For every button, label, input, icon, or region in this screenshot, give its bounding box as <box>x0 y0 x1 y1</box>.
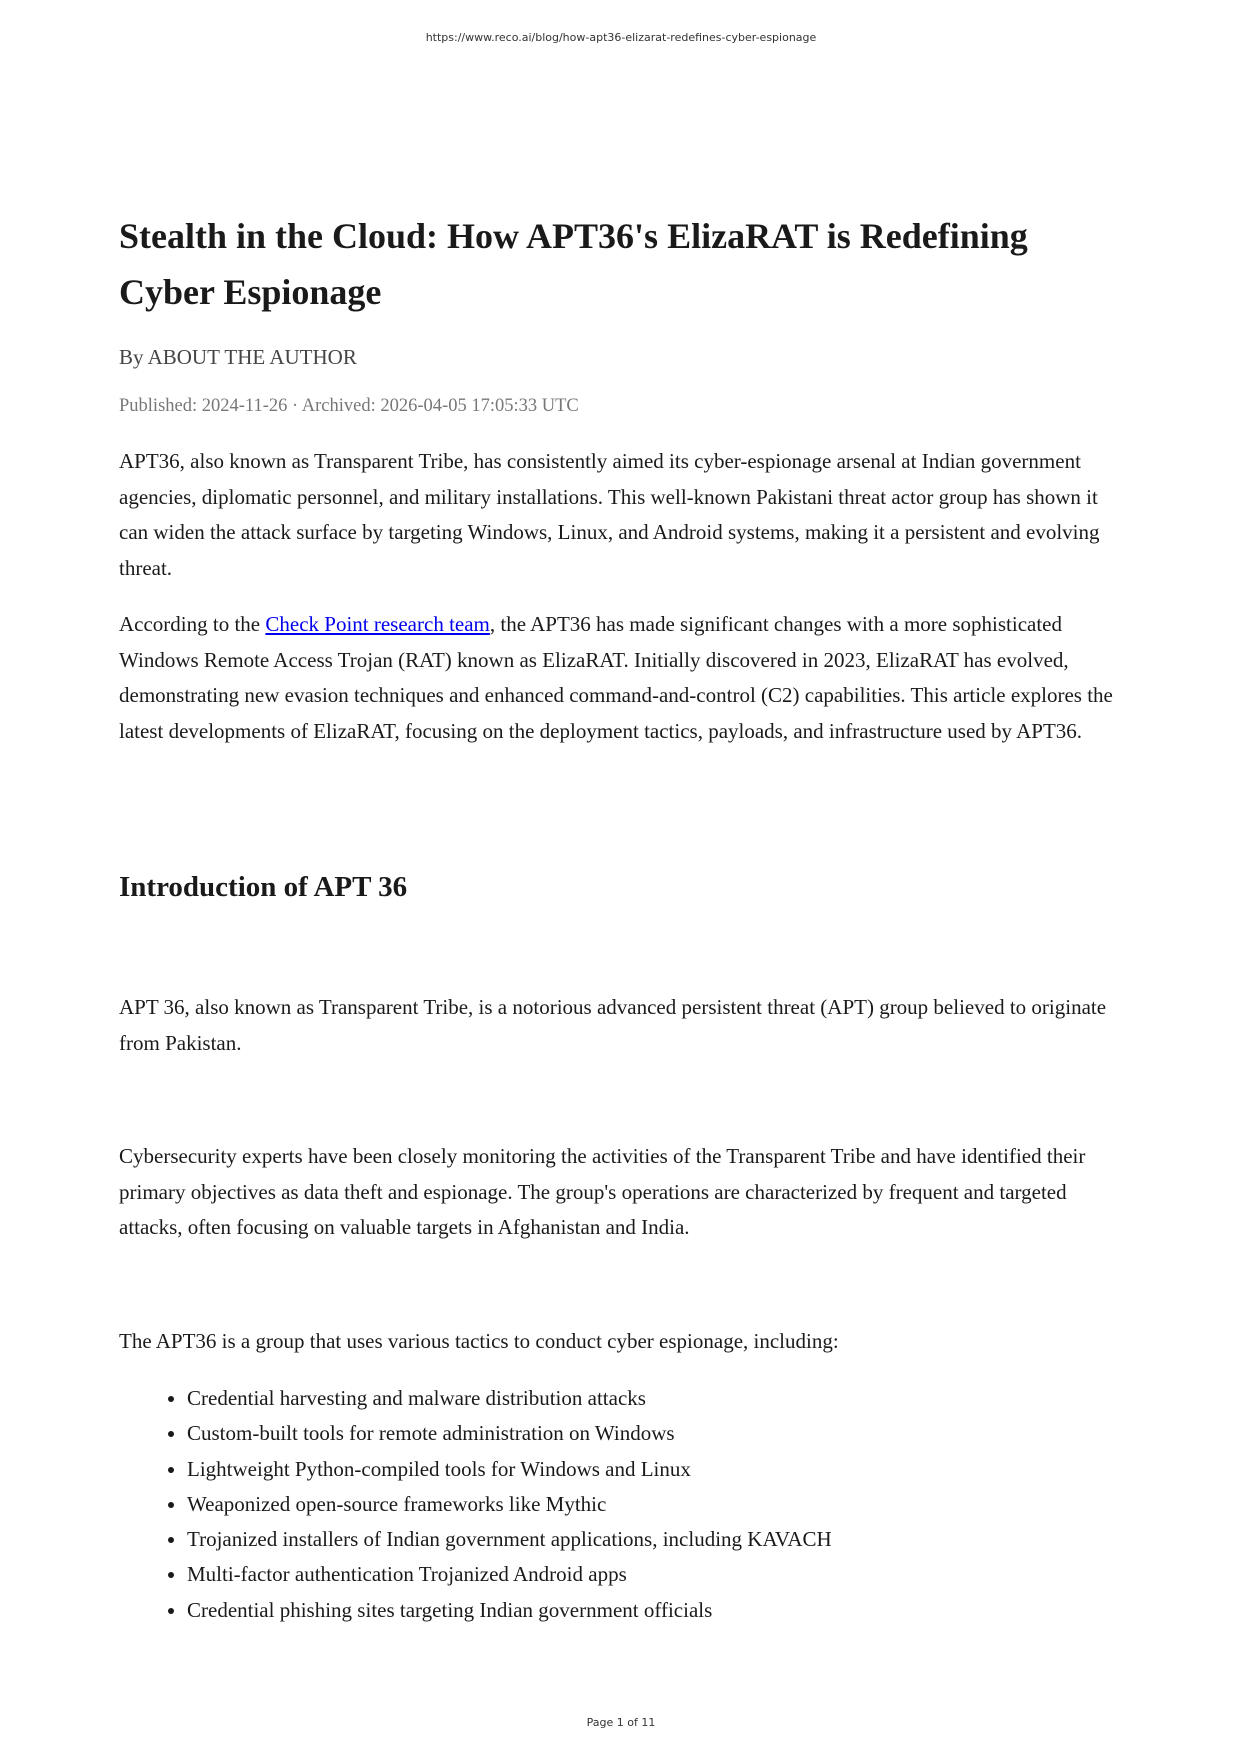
byline: By ABOUT THE AUTHOR <box>119 345 357 369</box>
paragraph: The APT36 is a group that uses various tactics to conduct cyber espionage, including: <box>119 1329 839 1353</box>
check-point-link[interactable]: Check Point research team <box>265 612 490 636</box>
page-number: Page 1 of 11 <box>586 1716 656 1729</box>
list-item: • Custom-built tools for remote administration on Windows <box>187 1416 1131 1451</box>
paragraph <box>119 607 1131 749</box>
paragraph: Cybersecurity experts have been closely monitoring the activities of the Transparent Tribe and have identified their primary objectives as data theft and espionage. The group's operations are characterized by frequent and targeted attacks, often focusing on valuable targets in Afghanistan and India. <box>119 1144 1086 1239</box>
list-item: • Multi-factor authentication Trojanized Android apps <box>187 1557 1131 1592</box>
list-item: • Trojanized installers of Indian government applications, including KAVACH <box>187 1522 1131 1557</box>
article-title: Stealth in the Cloud: How APT36's ElizaRAT is Redefining Cyber Espionage <box>119 216 1028 312</box>
paragraph: APT 36, also known as Transparent Tribe, is a notorious advanced persistent threat (APT) group believed to originate from Pakistan. <box>119 995 1107 1055</box>
page-url: https://www.reco.ai/blog/how-apt36-elizarat-redefines-cyber-espionage <box>425 31 817 44</box>
list-item: • Weaponized open-source frameworks like Mythic <box>187 1487 1131 1522</box>
list-item: • Credential harvesting and malware distribution attacks <box>187 1381 1131 1416</box>
article-header <box>119 208 1131 320</box>
text: , the APT36 has made significant changes with a more sophisticated Windows Remote Access Trojan (RAT) known as ElizaRAT. Initially discovered in 2023, ElizaRAT has evolved, demonstrating new evasion techniques and enhanced command-and-control (C2) capabilities. This article explores the latest developments of ElizaRAT, focusing on the deployment tactics, payloads, and infrastructure used by APT36. <box>119 612 1113 743</box>
paragraph: APT36, also known as Transparent Tribe, has consistently aimed its cyber-espionage arsenal at Indian government agencies, diplomatic personnel, and military installations. This well-known Pakistani threat actor group has shown it can widen the attack surface by targeting Windows, Linux, and Android systems, making it a persistent and evolving threat. <box>119 449 1100 580</box>
text: According to the <box>119 612 266 636</box>
list-item: • Credential phishing sites targeting Indian government officials <box>187 1593 1131 1628</box>
tactics-list <box>119 1381 1131 1628</box>
section-heading: Introduction of APT 36 <box>119 871 408 903</box>
list-item: • Lightweight Python-compiled tools for Windows and Linux <box>187 1452 1131 1487</box>
publish-date: Published: 2024-11-26 · Archived: 2026-04-05 17:05:33 UTC <box>119 396 579 416</box>
